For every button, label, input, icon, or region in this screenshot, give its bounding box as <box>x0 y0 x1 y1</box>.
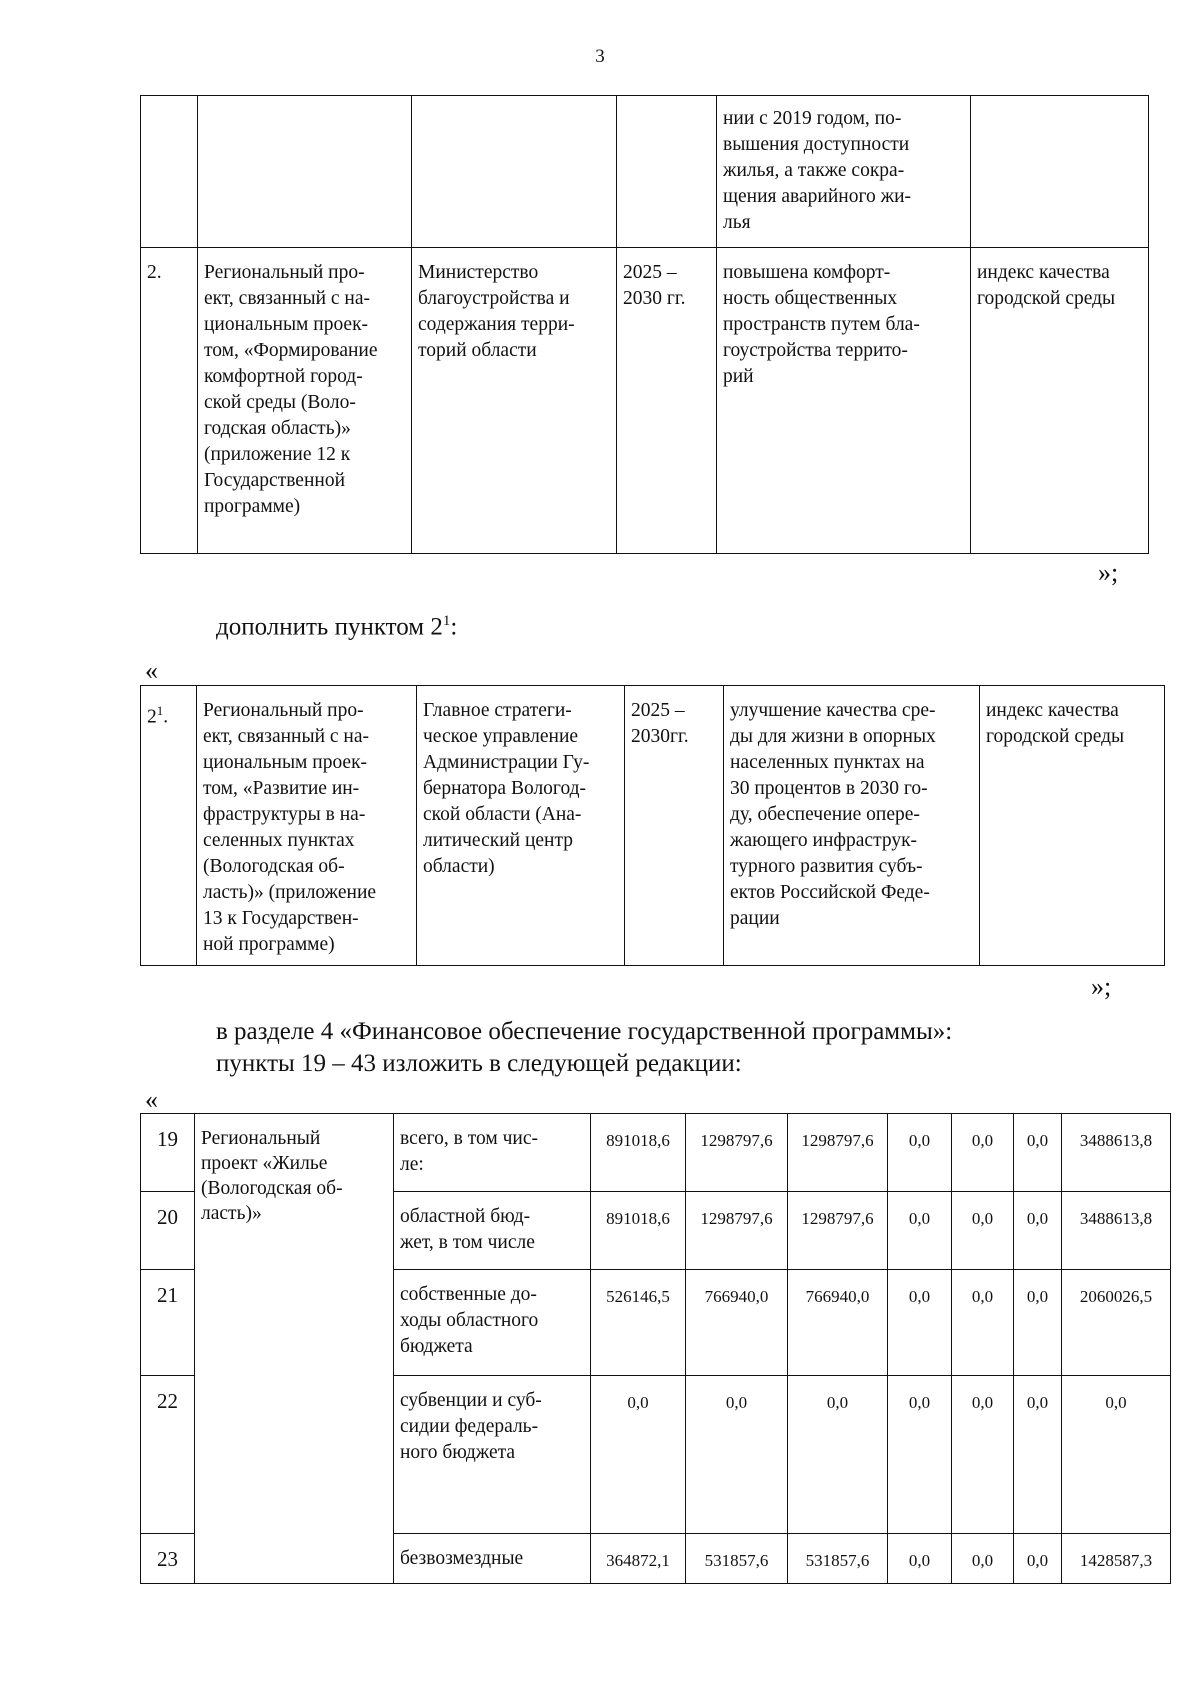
opening-quote-1: « <box>145 656 158 685</box>
table-financing <box>140 1113 1171 1584</box>
value-cell: 1428587,3 <box>1062 1534 1171 1584</box>
table-cell <box>617 96 717 248</box>
table-row <box>141 1114 1171 1192</box>
row-number: 20 <box>141 1192 195 1270</box>
item-number: 2 <box>147 706 157 728</box>
value-cell: 0,0 <box>952 1376 1014 1534</box>
value-cell: 1298797,6 <box>788 1114 888 1192</box>
row-label: субвенции и суб- сидии федераль- ного бюджета <box>394 1376 591 1534</box>
intro-finance-line-1: в разделе 4 «Финансовое обеспечение государственной программы»: <box>216 1018 953 1045</box>
value-cell: 0,0 <box>1014 1534 1062 1584</box>
table-cell: улучшение качества сре- ды для жизни в опорных населенных пунктах на 30 процентов в 2030 го- ду, обеспечение опере- жающего инфраструк- турного развития субъ- ектов Российской Феде- рации <box>724 686 980 966</box>
value-cell: 0,0 <box>888 1270 952 1376</box>
table-cell: 2025 – 2030 гг. <box>617 248 717 554</box>
opening-quote-2: « <box>145 1085 158 1114</box>
row-label: собственные до- ходы областного бюджета <box>394 1270 591 1376</box>
value-cell: 3488613,8 <box>1062 1192 1171 1270</box>
value-cell: 0,0 <box>952 1534 1014 1584</box>
table-cell: 2. <box>141 248 198 554</box>
value-cell: 531857,6 <box>686 1534 788 1584</box>
row-label: всего, в том чис- ле: <box>394 1114 591 1192</box>
table-row <box>141 96 1149 248</box>
intro-finance-section <box>216 1016 1176 1080</box>
table-cell: повышена комфорт- ность общественных пространств путем бла- гоустройства террито- рий <box>717 248 971 554</box>
value-cell: 364872,1 <box>591 1534 686 1584</box>
row-number: 22 <box>141 1376 195 1534</box>
value-cell: 0,0 <box>888 1114 952 1192</box>
item-number-sup: 1 <box>156 703 164 718</box>
table-activities-continued <box>140 95 1149 554</box>
page-number: 3 <box>595 46 605 67</box>
value-cell: 1298797,6 <box>686 1114 788 1192</box>
value-cell: 0,0 <box>888 1192 952 1270</box>
value-cell: 1298797,6 <box>788 1192 888 1270</box>
table-cell: Региональный про- ект, связанный с на- циональным проек- том, «Формирование комфортной город- ской среды (Воло- годская область)» (приложение 12 к Государственной программе) <box>198 248 412 554</box>
value-cell: 0,0 <box>1062 1376 1171 1534</box>
closing-quote-1: »; <box>1098 558 1119 587</box>
row-number: 19 <box>141 1114 195 1192</box>
value-cell: 531857,6 <box>788 1534 888 1584</box>
table-cell: индекс качества городской среды <box>980 686 1165 966</box>
table-new-item <box>140 685 1165 966</box>
value-cell: 0,0 <box>888 1534 952 1584</box>
value-cell: 0,0 <box>1014 1114 1062 1192</box>
row-label: безвозмездные <box>394 1534 591 1584</box>
intro-add-item-colon: : <box>450 613 458 641</box>
value-cell: 766940,0 <box>686 1270 788 1376</box>
table-cell: индекс качества городской среды <box>971 248 1149 554</box>
value-cell: 891018,6 <box>591 1114 686 1192</box>
value-cell: 891018,6 <box>591 1192 686 1270</box>
table-cell: Министерство благоустройства и содержания терри- торий области <box>412 248 617 554</box>
table-cell <box>198 96 412 248</box>
value-cell: 0,0 <box>1014 1270 1062 1376</box>
intro-add-item <box>216 605 457 643</box>
value-cell: 0,0 <box>686 1376 788 1534</box>
value-cell: 3488613,8 <box>1062 1114 1171 1192</box>
intro-add-item-text: дополнить пунктом 2 <box>216 613 443 641</box>
value-cell: 0,0 <box>591 1376 686 1534</box>
closing-quote-2: »; <box>1091 972 1112 1001</box>
value-cell: 766940,0 <box>788 1270 888 1376</box>
row-label: областной бюд- жет, в том числе <box>394 1192 591 1270</box>
value-cell: 0,0 <box>952 1270 1014 1376</box>
item-number-dot: . <box>163 706 169 728</box>
table-cell: Главное стратеги- ческое управление Администрации Гу- бернатора Вологод- ской области (Ана- литический центр области) <box>417 686 625 966</box>
intro-add-item-sup: 1 <box>442 613 451 629</box>
project-name-cell: Региональный проект «Жилье (Вологодская об- ласть)» <box>195 1114 394 1584</box>
table-cell: 2025 – 2030гг. <box>625 686 724 966</box>
table-cell <box>971 96 1149 248</box>
value-cell: 526146,5 <box>591 1270 686 1376</box>
value-cell: 0,0 <box>1014 1376 1062 1534</box>
value-cell: 0,0 <box>952 1192 1014 1270</box>
value-cell: 0,0 <box>888 1376 952 1534</box>
table-cell-number <box>141 686 197 966</box>
row-number: 21 <box>141 1270 195 1376</box>
table-cell: Региональный про- ект, связанный с на- циональным проек- том, «Развитие ин- фраструктуры в на- селенных пунктах (Вологодская об- ласть)» (приложение 13 к Государствен- ной программе) <box>197 686 417 966</box>
intro-finance-line-2: пункты 19 – 43 изложить в следующей редакции: <box>216 1050 742 1077</box>
row-number: 23 <box>141 1534 195 1584</box>
table-row <box>141 248 1149 554</box>
value-cell: 1298797,6 <box>686 1192 788 1270</box>
value-cell: 0,0 <box>1014 1192 1062 1270</box>
value-cell: 0,0 <box>952 1114 1014 1192</box>
value-cell: 0,0 <box>788 1376 888 1534</box>
table-cell <box>412 96 617 248</box>
table-row <box>141 686 1165 966</box>
value-cell: 2060026,5 <box>1062 1270 1171 1376</box>
table-cell <box>141 96 198 248</box>
table-cell: нии с 2019 годом, по- вышения доступности жилья, а также сокра- щения аварийного жи- лья <box>717 96 971 248</box>
